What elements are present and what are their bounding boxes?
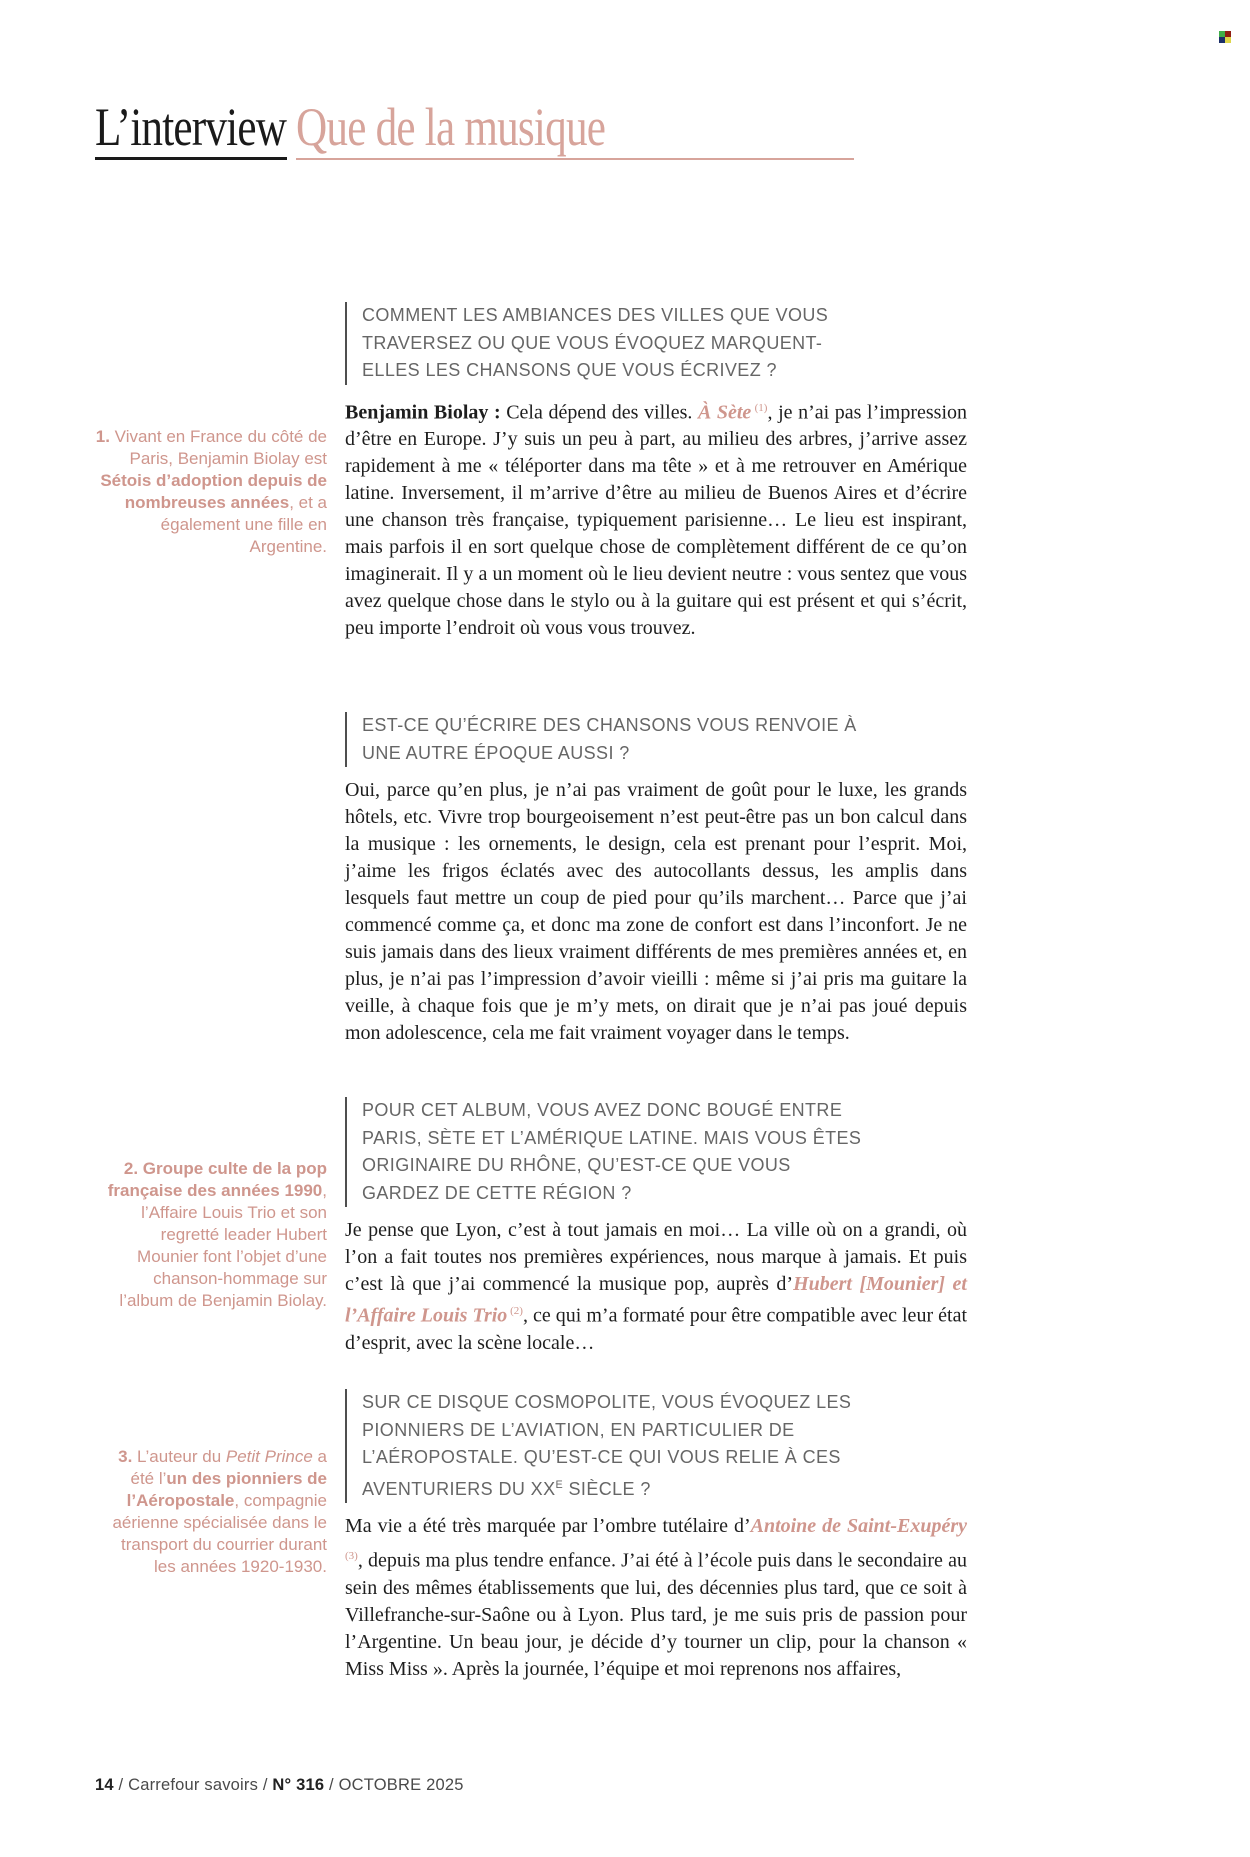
title-underline bbox=[296, 158, 854, 160]
interview-answer: Ma vie a été très marquée par l’ombre tutélaire d’Antoine de Saint-Exupéry $^{(3)}$, depuis ma plus tendre enfance. J’ai été à l’école puis dans le secondaire au sein des mêmes établissements que lui, des décennies plus tard, que ce soit à Villefranche-sur-Saône ou à Lyon. Plus tard, je me suis pris de passion pour l’Argentine. Un beau jour, je décide d’y tourner un clip, pour la chanson « Miss Miss ». Après la journée, l’équipe et moi reprenons nos affaires, bbox=[345, 1515, 967, 1680]
qa-section-2 bbox=[345, 712, 967, 1047]
section-kicker: L’interview bbox=[95, 97, 287, 157]
interview-question: COMMENT LES AMBIANCES DES VILLES QUE VOUS TRAVERSEZ OU QUE VOUS ÉVOQUEZ MARQUENT-ELLES LES CHANSONS QUE VOUS ÉCRIVEZ ? bbox=[345, 302, 867, 385]
interview-question: EST-CE QU’ÉCRIRE DES CHANSONS VOUS RENVOIE À UNE AUTRE ÉPOQUE AUSSI ? bbox=[345, 712, 867, 767]
margin-note-1: 1. Vivant en France du côté de Paris, Benjamin Biolay est Sétois d’adoption depuis de nombreuses années, et a également une fille en Argentine. bbox=[95, 427, 327, 556]
page-footer: 14 / Carrefour savoirs / N° 316 / OCTOBRE 2025 bbox=[95, 1776, 464, 1794]
qa-section-1 bbox=[345, 302, 967, 642]
color-grid-icon bbox=[1219, 31, 1231, 43]
qa-section-4 bbox=[345, 1389, 967, 1683]
interview-answer: Benjamin Biolay : Cela dépend des villes. À Sète $^{(1)}$, je n’ai pas l’impression d’être en Europe. J’y suis un peu à part, au milieu des arbres, j’arrive assez rapidement à me « téléporter dans ma tête » et à me retrouver en Amérique latine. Inversement, il m’arrive d’être au milieu de Buenos Aires et d’écrire une chanson très française, typiquement parisienne… Le lieu est inspirant, mais parfois il en sort quelque chose de complètement différent de ce qu’on imaginerait. Il y a un moment où le lieu devient neutre : vous sentez que vous avez quelque chose dans le stylo ou à la guitare qui est présent et qui s’écrit, peu importe l’endroit où vous vous trouvez. bbox=[345, 401, 967, 640]
interview-answer: Oui, parce qu’en plus, je n’ai pas vraiment de goût pour le luxe, les grands hôtels, etc. Vivre trop bourgeoisement n’est peut-être pas un bon calcul dans la musique : les ornements, le design, cela est prenant pour l’esprit. Moi, j’aime les frigos éclatés avec des autocollants dessus, les amplis dans lesquels faut mettre un coup de pied pour qu’ils marchent… Parce que j’ai commencé comme ça, et donc ma zone de confort est dans l’inconfort. Je ne suis jamais dans des lieux vraiment différents de mes premières années et, en plus, je n’ai pas l’impression d’avoir vieilli : même si j’ai pris ma guitare la veille, à chaque fois que je m’y mets, on dirait que je n’ai pas joué depuis mon adolescence, cela me fait vraiment voyager dans le temps. bbox=[345, 779, 967, 1044]
margin-note-3: 3. L’auteur du Petit Prince a été l’un des pionniers de l’Aéropostale, compagnie aérienne spécialisée dans le transport du courrier durant les années 1920-1930. bbox=[112, 1447, 327, 1576]
interview-answer: Je pense que Lyon, c’est à tout jamais en moi… La ville où on a grandi, où l’on a fait toutes nos premières expériences, nous marque à jamais. Et puis c’est là que j’ai commencé la musique pop, auprès d’Hubert [Mounier] et l’Affaire Louis Trio $^{(2)}$, ce qui m’a formaté pour être compatible avec leur état d’esprit, avec la scène locale… bbox=[345, 1219, 968, 1354]
page-title: Que de la musique bbox=[296, 97, 606, 157]
kicker-underline bbox=[95, 157, 287, 160]
color-square bbox=[1225, 37, 1231, 43]
margin-note-2: 2. Groupe culte de la pop française des années 1990, l’Affaire Louis Trio et son regretté leader Hubert Mounier font l’objet d’une chanson-hommage sur l’album de Benjamin Biolay. bbox=[107, 1159, 327, 1310]
interview-question: POUR CET ALBUM, VOUS AVEZ DONC BOUGÉ ENTRE PARIS, SÈTE ET L’AMÉRIQUE LATINE. MAIS VOUS ÊTES ORIGINAIRE DU RHÔNE, QU’EST-CE QUE VOUS GARDEZ DE CETTE RÉGION ? bbox=[345, 1097, 867, 1207]
interview-question: SUR CE DISQUE COSMOPOLITE, VOUS ÉVOQUEZ LES PIONNIERS DE L’AVIATION, EN PARTICULIER DE L’AÉROPOSTALE. QU’EST-CE QUI VOUS RELIE À CES AVENTURIERS DU $XX^E$ SIÈCLE ? bbox=[345, 1389, 867, 1503]
qa-section-3 bbox=[345, 1097, 967, 1357]
